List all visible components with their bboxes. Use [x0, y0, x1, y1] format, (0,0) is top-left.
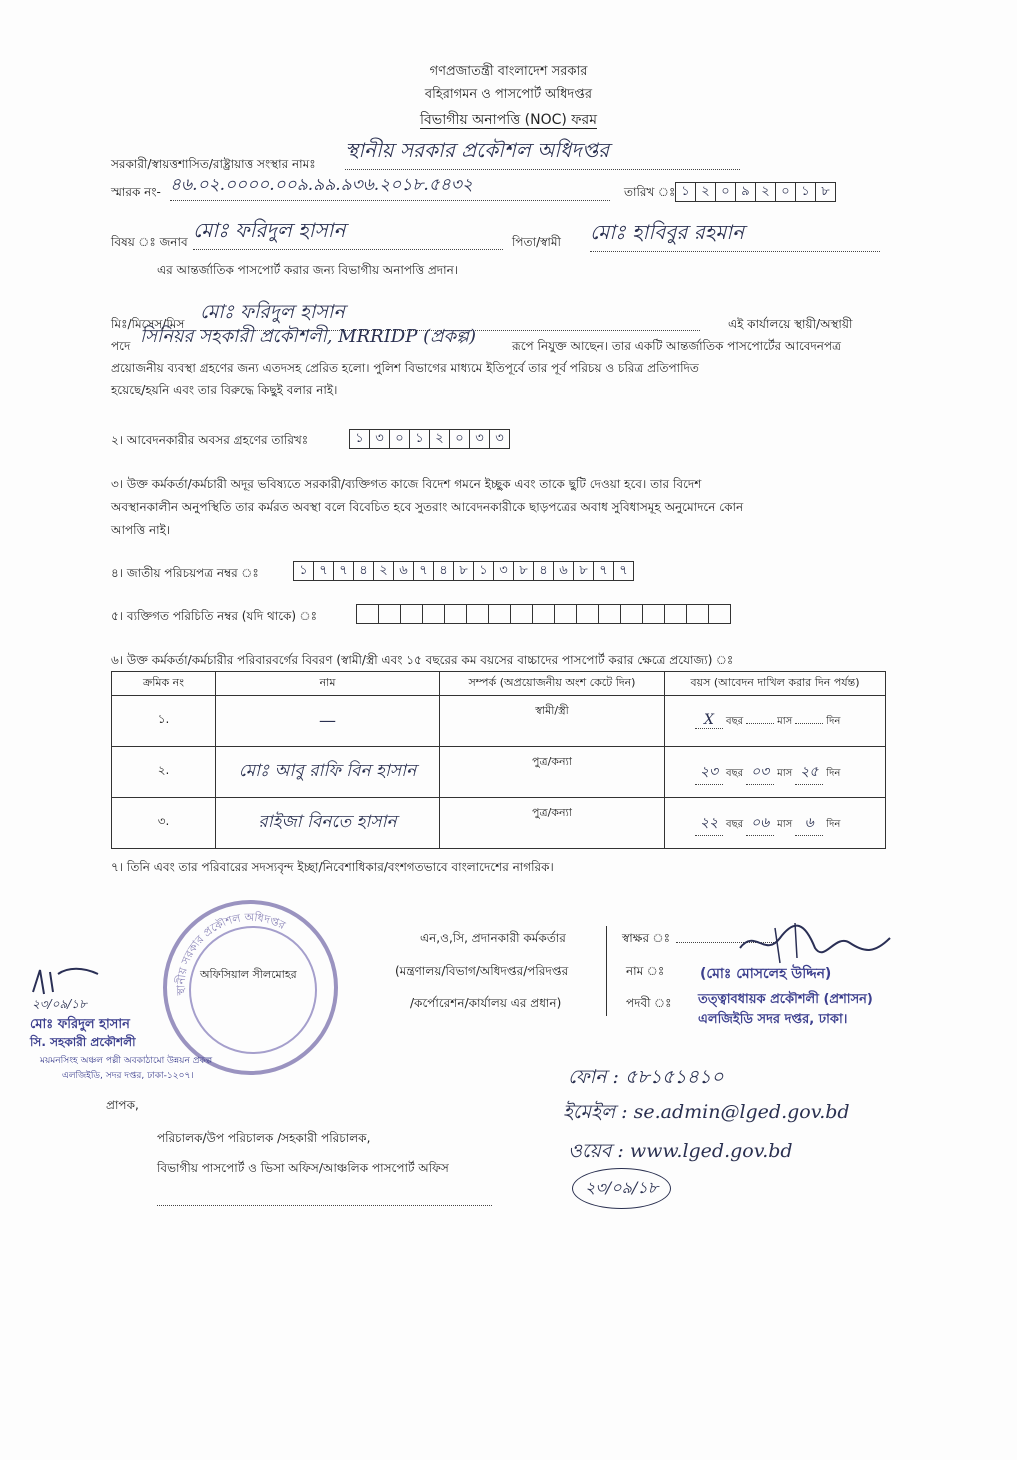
- citizenship-line: ৭। তিনি এবং তার পরিবারের সদস্যবৃন্দ ইচ্ছা/নিবেশাধিকার/বংশগতভাবে বাংলাদেশের নাগরিক।: [111, 860, 554, 874]
- row-name: রাইজা বিনতে হাসান: [216, 798, 440, 849]
- retirement-digit-box: ২: [429, 429, 450, 449]
- subject-label: বিষয় ঃ জনাব: [111, 235, 188, 249]
- nid-digit-box: ৮: [513, 561, 534, 581]
- row-name: মোঃ আবু রাফি বিন হাসান: [216, 747, 440, 798]
- para1-name: মোঃ ফরিদুল হাসান: [200, 298, 700, 331]
- memo-label: স্মারক নং-: [111, 185, 161, 199]
- memo-number: ৪৬.০২.০০০০.০০৯.৯৯.৯৩৬.২০১৮.৫৪৩২: [170, 172, 610, 201]
- nid-digit-box: ১: [293, 561, 314, 581]
- memo-date-boxes: [676, 182, 836, 202]
- col-name: নাম: [216, 672, 440, 696]
- date-digit-box: ২: [755, 182, 776, 202]
- row-name: —: [216, 696, 440, 747]
- personal-id-boxes: [357, 604, 731, 624]
- nid-digit-box: ২: [373, 561, 394, 581]
- personal-id-box: [444, 604, 467, 624]
- designation-label: পদবী ঃ: [626, 996, 672, 1010]
- left-sign-date: ২৩/০৯/১৮: [32, 997, 87, 1011]
- officer-office: এলজিইডি সদর দপ্তর, ঢাকা।: [698, 1012, 848, 1027]
- retirement-digit-box: ৩: [469, 429, 490, 449]
- contact-web: ওয়েব : www.lged.gov.bd: [568, 1140, 793, 1162]
- row-relation: পুত্র/কন্যা: [440, 747, 665, 798]
- row-age: [665, 798, 886, 849]
- age-month-label: মাস: [777, 767, 793, 779]
- nid-digit-box: ১: [473, 561, 494, 581]
- nid-digit-box: ৭: [333, 561, 354, 581]
- age-year-label: বছর: [726, 818, 744, 830]
- age-years: ২৩: [695, 760, 723, 785]
- noc-officer-line-1: এন,ও,সি, প্রদানকারী কর্মকর্তার: [420, 931, 566, 945]
- retirement-digit-box: ৩: [369, 429, 390, 449]
- recipient-label: প্রাপক,: [106, 1098, 139, 1112]
- table-row: [112, 696, 886, 747]
- age-years: ২২: [695, 811, 723, 836]
- col-age: বয়স (আবেদন দাখিল করার দিন পর্যন্ত): [665, 672, 886, 696]
- sign-label: স্বাক্ষর ঃ: [622, 931, 671, 945]
- age-month-label: মাস: [777, 818, 793, 830]
- personal-id-box: [378, 604, 401, 624]
- officer-name: (মোঃ মোসলেহ উদ্দিন): [700, 966, 832, 982]
- row-serial: ২.: [112, 747, 216, 798]
- recipient-line-2: বিভাগীয় পাসপোর্ট ও ভিসা অফিস/আঞ্চলিক পাসপোর্ট অফিস: [157, 1161, 449, 1175]
- age-months: ০৩: [746, 760, 774, 785]
- age-days: [795, 723, 823, 724]
- personal-id-box: [356, 604, 379, 624]
- age-year-label: বছর: [726, 715, 744, 727]
- nid-digit-box: ৪: [433, 561, 454, 581]
- date-digit-box: ৮: [815, 182, 836, 202]
- date-digit-box: ২: [695, 182, 716, 202]
- post-suffix: রূপে নিযুক্ত আছেন। তার একটি আন্তর্জাতিক পাসপোর্টের আবেদনপত্র: [512, 339, 841, 353]
- left-sign-project: ময়মনসিংহ অঞ্চল পল্লী অবকাঠামো উন্নয়ন প্রকল্প: [40, 1056, 213, 1066]
- age-day-label: দিন: [826, 767, 841, 779]
- personal-id-box: [510, 604, 533, 624]
- col-relation: সম্পর্ক (অপ্রয়োজনীয় অংশ কেটে দিন): [440, 672, 665, 696]
- org-name: স্থানীয় সরকার প্রকৌশল অধিদপ্তর: [345, 136, 740, 170]
- left-sign-office: এলজিইডি, সদর দপ্তর, ঢাকা-১২০৭।: [62, 1071, 194, 1081]
- nid-digit-box: ৪: [533, 561, 554, 581]
- row-age: [665, 696, 886, 747]
- col-serial: ক্রমিক নং: [112, 672, 216, 696]
- table-row: [112, 747, 886, 798]
- row-relation: পুত্র/কন্যা: [440, 798, 665, 849]
- left-sign-name: মোঃ ফরিদুল হাসান: [30, 1017, 130, 1032]
- personal-id-box: [576, 604, 599, 624]
- date-digit-box: ০: [715, 182, 736, 202]
- header-line-1: গণপ্রজাতন্ত্রী বাংলাদেশ সরকার: [429, 64, 588, 79]
- table-row: [112, 798, 886, 849]
- item3-line-1: ৩। উক্ত কর্মকর্তা/কর্মচারী অদূর ভবিষ্যতে সরকারী/ব্যক্তিগত কাজে বিদেশ গমনে ইচ্ছুক এবং তাকে ছুটি দেওয়া হবে। তার বিদেশ: [111, 477, 702, 491]
- contact-email: ইমেইল : se.admin@lged.gov.bd: [563, 1101, 850, 1123]
- retirement-date-boxes: [350, 429, 510, 449]
- retirement-digit-box: ১: [349, 429, 370, 449]
- retirement-label: ২। আবেদনকারীর অবসর গ্রহণের তারিখঃ: [111, 433, 309, 447]
- official-seal: [163, 900, 338, 1075]
- post-value: সিনিয়র সহকারী প্রকৌশলী, MRRIDP (প্রকল্প): [140, 326, 476, 347]
- family-table: [111, 671, 886, 849]
- personal-id-box: [554, 604, 577, 624]
- contact-sign-date: ২৩/০৯/১৮: [572, 1168, 671, 1209]
- family-table-header: [112, 672, 886, 696]
- recipient-line-1: পরিচালক/উপ পরিচালক /সহকারী পরিচালক,: [157, 1131, 371, 1145]
- retirement-digit-box: ১: [409, 429, 430, 449]
- row-age: [665, 747, 886, 798]
- father-name: মোঃ হাবিবুর রহমান: [590, 218, 880, 252]
- personal-id-label: ৫। ব্যক্তিগত পরিচিতি নম্বর (যদি থাকে) ঃ: [111, 609, 318, 623]
- family-label: ৬। উক্ত কর্মকর্তা/কর্মচারীর পরিবারবর্গের বিবরণ (স্বামী/স্ত্রী এবং ১৫ বছরের কম বয়সের বাচ্চাদের পাসপোর্ট করার ক্ষেত্রে প্রযোজ্য) ঃ: [111, 653, 734, 667]
- subject-line-2: এর আন্তর্জাতিক পাসপোর্ট করার জন্য বিভাগীয় অনাপত্তি প্রদান।: [157, 263, 459, 277]
- form-title: বিভাগীয় অনাপত্তি (NOC) ফরম: [419, 112, 598, 128]
- personal-id-box: [598, 604, 621, 624]
- recipient-blank: [157, 1205, 492, 1206]
- nid-digit-box: ৭: [313, 561, 334, 581]
- nid-digit-box: ৭: [593, 561, 614, 581]
- nid-digit-box: ৬: [393, 561, 414, 581]
- row-relation: স্বামী/স্ত্রী: [440, 696, 665, 747]
- nid-boxes: [294, 561, 634, 581]
- age-months: [746, 723, 774, 724]
- age-days: ৬: [795, 811, 823, 836]
- noc-officer-line-2: (মন্ত্রণালয়/বিভাগ/অধিদপ্তর/পরিদপ্তর: [395, 964, 569, 978]
- post-label: পদে: [111, 339, 131, 353]
- personal-id-box: [642, 604, 665, 624]
- subject-name: মোঃ ফরিদুল হাসান: [193, 216, 503, 250]
- date-digit-box: ১: [675, 182, 696, 202]
- svg-text:স্থানীয় সরকার প্রকৌশল অধিদপ্ত: স্থানীয় সরকার প্রকৌশল অধিদপ্তর: [174, 910, 288, 996]
- contact-phone: ফোন : ৫৮১৫১৪১০: [568, 1066, 724, 1088]
- retirement-digit-box: ৩: [489, 429, 510, 449]
- date-digit-box: ১: [795, 182, 816, 202]
- name-label: নাম ঃ: [626, 964, 665, 978]
- date-digit-box: ৯: [735, 182, 756, 202]
- item3-line-2: অবস্থানকালীন অনুপস্থিতি তার কর্মরত অবস্থা বলে বিবেচিত হবে সুতরাং আবেদনকারীকে ছাড়পত্রের অবাধ সুবিধাসমূহ অনুমোদনে কোন: [111, 500, 744, 514]
- nid-digit-box: ৭: [613, 561, 634, 581]
- personal-id-box: [664, 604, 687, 624]
- row-serial: ৩.: [112, 798, 216, 849]
- org-label: সরকারী/স্বায়ত্তশাসিত/রাষ্ট্রায়াত্ত সংস্থার নামঃ: [111, 157, 316, 171]
- item3-line-3: আপত্তি নাই।: [111, 523, 171, 537]
- noc-officer-line-3: /কর্পোরেশন/কার্যালয় এর প্রধান): [410, 996, 562, 1010]
- nid-label: ৪। জাতীয় পরিচয়পত্র নম্বর ঃ: [111, 566, 259, 580]
- para1-line-3: প্রয়োজনীয় ব্যবস্থা গ্রহণের জন্য এতদসহ প্রেরিত হলো। পুলিশ বিভাগের মাধ্যমে ইতিপূর্বে তার পূর্ব পরিচয় ও চরিত্র প্রতিপাদিত: [111, 361, 699, 375]
- age-day-label: দিন: [826, 818, 841, 830]
- officer-divider: [606, 926, 608, 1016]
- personal-id-box: [400, 604, 423, 624]
- age-day-label: দিন: [826, 715, 841, 727]
- personal-id-box: [466, 604, 489, 624]
- father-label: পিতা/স্বামী: [512, 235, 561, 249]
- nid-digit-box: ৬: [553, 561, 574, 581]
- age-days: ২৫: [795, 760, 823, 785]
- personal-id-box: [422, 604, 445, 624]
- nid-digit-box: ৩: [493, 561, 514, 581]
- personal-id-box: [488, 604, 511, 624]
- seal-ring-text: [163, 900, 338, 1075]
- date-digit-box: ০: [775, 182, 796, 202]
- personal-id-box: [708, 604, 731, 624]
- para1-line-4: হয়েছে/হয়নি এবং তার বিরুদ্ধে কিছুই বলার নাই।: [111, 383, 338, 397]
- left-sign-designation: সি. সহকারী প্রকৌশলী: [30, 1035, 136, 1049]
- personal-id-box: [686, 604, 709, 624]
- personal-id-box: [532, 604, 555, 624]
- age-month-label: মাস: [777, 715, 793, 727]
- age-months: ০৬: [746, 811, 774, 836]
- age-years: X: [695, 712, 723, 729]
- officer-designation: তত্ত্বাবধায়ক প্রকৌশলী (প্রশাসন): [698, 992, 873, 1007]
- retirement-digit-box: ০: [389, 429, 410, 449]
- date-label: তারিখ ঃ: [624, 185, 676, 199]
- age-year-label: বছর: [726, 767, 744, 779]
- personal-id-box: [620, 604, 643, 624]
- nid-digit-box: ৭: [413, 561, 434, 581]
- row-serial: ১.: [112, 696, 216, 747]
- nid-digit-box: ৮: [573, 561, 594, 581]
- para1-prefix: মিঃ/মিসেস/মিস: [111, 317, 185, 331]
- nid-digit-box: ৪: [353, 561, 374, 581]
- para1-suffix: এই কার্যালয়ে স্থায়ী/অস্থায়ী: [728, 317, 853, 331]
- header-line-2: বহিরাগমন ও পাসপোর্ট অধিদপ্তর: [424, 87, 593, 102]
- seal-label: অফিসিয়াল সীলমোহর: [198, 966, 299, 985]
- nid-digit-box: ৮: [453, 561, 474, 581]
- retirement-digit-box: ০: [449, 429, 470, 449]
